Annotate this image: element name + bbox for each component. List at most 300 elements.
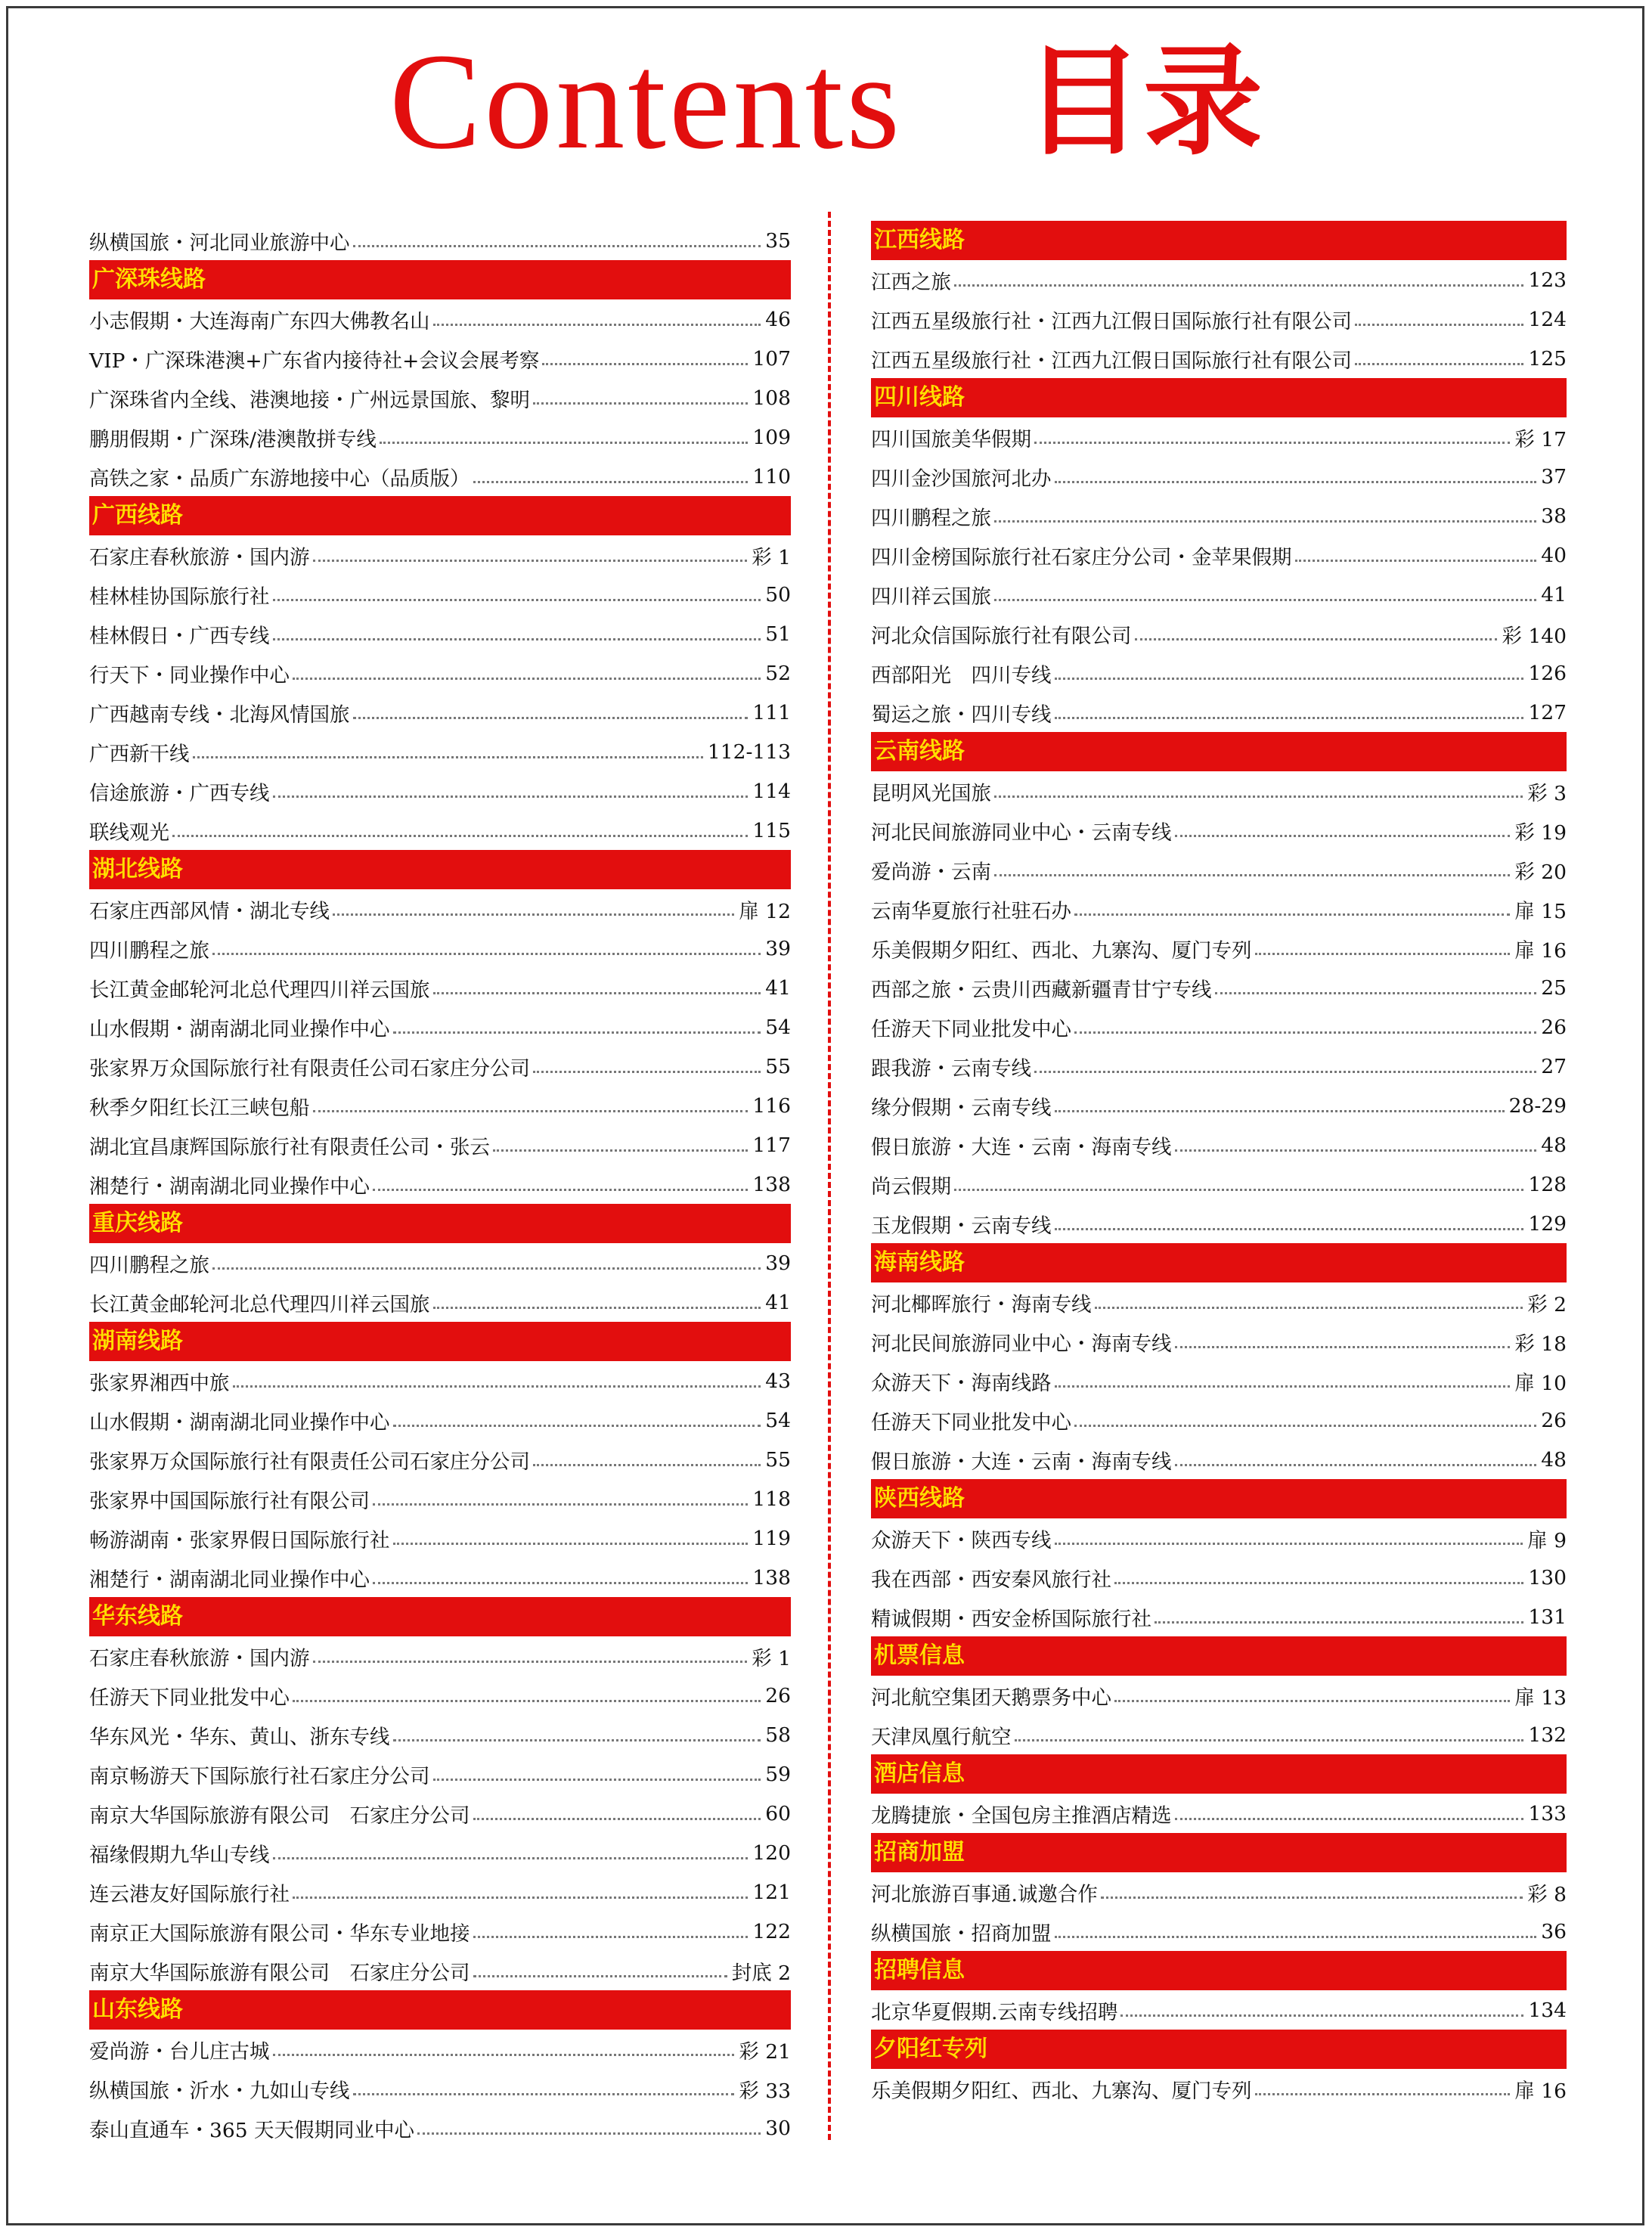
dot-leader [994,520,1536,523]
dot-leader [433,1307,761,1309]
entry-page: 130 [1528,1565,1567,1589]
entry-title: 河北众信国际旅行社有限公司 [871,624,1132,648]
dot-leader [1255,2093,1511,2095]
entry-page: 59 [765,1762,791,1786]
entry-title: 桂林假日・广西专线 [89,624,270,648]
toc-entry[interactable] [89,417,791,457]
toc-entry[interactable] [871,929,1567,968]
toc-entry[interactable] [871,1912,1567,1951]
toc-entry[interactable] [89,221,791,260]
section-title: 湖北线路 [92,856,183,882]
toc-left-column [89,221,791,2148]
dot-leader [353,2093,735,2095]
entry-page: 115 [752,818,791,842]
entry-page: 彩 140 [1502,624,1567,648]
toc-entry[interactable] [89,1282,791,1322]
dot-leader [1135,638,1498,640]
toc-entry[interactable] [871,653,1567,693]
dot-leader [353,245,761,247]
entry-title: 云南华夏旅行社驻石办 [871,899,1071,923]
entry-page: 55 [765,1447,791,1472]
dot-leader [193,756,703,758]
toc-entry[interactable] [89,1636,791,1676]
dot-leader [1055,1385,1511,1388]
toc-entry[interactable] [89,378,791,417]
dot-leader [212,1267,761,1270]
entry-title: 任游天下同业批发中心 [89,1686,290,1710]
entry-title: 爱尚游・台儿庄古城 [89,2039,270,2064]
dot-leader [954,284,1523,287]
entry-page: 彩 3 [1527,781,1567,805]
toc-entry[interactable] [89,1676,791,1715]
section-title: 招商加盟 [874,1839,965,1865]
title-chinese: 目录 [1024,33,1263,172]
entry-title: 西部阳光 四川专线 [871,663,1052,687]
dot-leader [1055,717,1524,719]
entry-title: 桂林桂协国际旅行社 [89,585,270,609]
toc-entry[interactable] [89,1794,791,1833]
entry-title: 湘楚行・湖南湖北同业操作中心 [89,1568,370,1592]
toc-entry[interactable] [871,1204,1567,1243]
entry-page: 彩 21 [739,2039,791,2064]
dot-leader [273,2054,735,2056]
toc-entry[interactable] [89,811,791,850]
dot-leader [542,363,748,365]
entry-page: 121 [752,1880,791,1904]
dot-leader [273,638,761,640]
section-title: 酒店信息 [874,1760,965,1787]
toc-entry[interactable] [89,1047,791,1086]
entry-page: 132 [1528,1723,1567,1747]
toc-entry[interactable] [871,1597,1567,1636]
entry-page: 39 [765,1251,791,1275]
entry-title: 任游天下同业批发中心 [871,1017,1071,1041]
section-header [871,1833,1567,1872]
entry-title: 昆明风光国旅 [871,781,991,805]
entry-title: 山水假期・湖南湖北同业操作中心 [89,1017,390,1041]
entry-title: 江西五星级旅行社・江西九江假日国际旅行社有限公司 [871,309,1352,333]
entry-page: 36 [1541,1919,1567,1943]
entry-title: 秋季夕阳红长江三峡包船 [89,1096,310,1120]
dot-leader [373,1189,748,1191]
dot-leader [1055,1110,1505,1112]
entry-title: 纵横国旅・沂水・九如山专线 [89,2079,350,2103]
dot-leader [293,678,761,680]
entry-title: 信途旅游・广西专线 [89,781,270,805]
toc-entry[interactable] [89,1125,791,1165]
entry-page: 扉 9 [1527,1528,1567,1552]
toc-entry[interactable] [89,2069,791,2108]
toc-entry[interactable] [89,2108,791,2148]
toc-entry[interactable] [871,1047,1567,1086]
entry-title: 蜀运之旅・四川专线 [871,702,1052,727]
section-title: 重庆线路 [92,1210,183,1236]
entry-title: 乐美假期夕阳红、西北、九寨沟、厦门专列 [871,2079,1252,2103]
section-header [871,221,1567,260]
entry-page: 扉 10 [1514,1371,1567,1395]
entry-title: 长江黄金邮轮河北总代理四川祥云国旅 [89,1292,430,1317]
entry-title: 广深珠省内全线、港澳地接・广州远景国旅、黎明 [89,388,530,412]
toc-entry[interactable] [871,2069,1567,2108]
entry-page: 48 [1541,1447,1567,1472]
toc-entry[interactable] [89,929,791,968]
dot-leader [1074,1031,1536,1034]
dot-leader [1155,1621,1523,1624]
entry-page: 120 [752,1841,791,1865]
entry-title: 龙腾捷旅・全国包房主推酒店精选 [871,1803,1172,1828]
section-header [89,1204,791,1243]
section-title: 海南线路 [874,1249,965,1276]
entry-title: 四川鹏程之旅 [89,938,209,963]
dot-leader [1055,1543,1523,1545]
entry-title: 西部之旅・云贵川西藏新疆青甘宁专线 [871,978,1212,1002]
entry-page: 彩 2 [1527,1292,1567,1317]
dot-leader [233,1385,761,1388]
dot-leader [473,1975,727,1977]
dot-leader [433,1779,761,1781]
section-title: 广深珠线路 [92,266,206,293]
entry-page: 134 [1528,1998,1567,2022]
dot-leader [433,992,761,994]
toc-entry[interactable] [89,1086,791,1125]
entry-title: 南京大华国际旅游有限公司 石家庄分公司 [89,1961,470,1985]
section-header [89,496,791,535]
entry-page: 51 [765,622,791,646]
dot-leader [1055,1228,1524,1230]
entry-page: 彩 17 [1514,427,1567,451]
entry-page: 封底 2 [731,1961,791,1985]
entry-title: 长江黄金邮轮河北总代理四川祥云国旅 [89,978,430,1002]
dot-leader [380,442,748,444]
toc-entry[interactable] [89,2030,791,2069]
toc-entry[interactable] [89,1479,791,1518]
dot-leader [1034,1071,1536,1073]
toc-entry[interactable] [89,1007,791,1047]
dot-leader [353,717,749,719]
dot-leader [1015,1739,1524,1741]
entry-page: 54 [765,1015,791,1039]
entry-page: 119 [752,1526,791,1550]
toc-entry[interactable] [89,968,791,1007]
toc-entry[interactable] [89,1558,791,1597]
toc-entry[interactable] [89,299,791,339]
entry-page: 扉 15 [1514,899,1567,923]
entry-title: 山水假期・湖南湖北同业操作中心 [89,1410,390,1434]
entry-page: 50 [765,582,791,606]
entry-title: 四川祥云国旅 [871,585,991,609]
section-title: 山东线路 [92,1996,183,2023]
dot-leader [393,1031,761,1034]
toc-entry[interactable] [871,1125,1567,1165]
entry-page: 118 [752,1487,791,1511]
entry-title: 四川金榜国际旅行社石家庄分公司・金苹果假期 [871,545,1292,569]
section-title: 招聘信息 [874,1957,965,1983]
toc-entry[interactable] [89,732,791,771]
entry-title: 鹏朋假期・广深珠/港澳散拼专线 [89,427,377,451]
entry-title: 河北旅游百事通.诚邀合作 [871,1882,1098,1906]
entry-title: 石家庄春秋旅游・国内游 [89,545,310,569]
entry-page: 30 [765,2116,791,2140]
toc-entry[interactable] [871,1872,1567,1912]
toc-entry[interactable] [871,1518,1567,1558]
section-header [871,1754,1567,1794]
entry-title: 北京华夏假期.云南专线招聘 [871,2000,1118,2024]
toc-entry[interactable] [871,1794,1567,1833]
entry-page: 彩 8 [1527,1882,1567,1906]
entry-title: 湘楚行・湖南湖北同业操作中心 [89,1174,370,1199]
entry-title: 福缘假期九华山专线 [89,1843,270,1867]
entry-title: 尚云假期 [871,1174,951,1199]
section-header [871,2030,1567,2069]
section-title: 夕阳红专列 [874,2036,987,2062]
dot-leader [1175,835,1511,837]
dot-leader [1034,442,1510,444]
toc-entry[interactable] [89,1165,791,1204]
toc-entry[interactable] [871,339,1567,378]
entry-page: 41 [765,1290,791,1314]
toc-entry[interactable] [89,1361,791,1400]
toc-entry[interactable] [89,614,791,653]
column-divider [828,212,831,2140]
toc-entry[interactable] [871,1165,1567,1204]
dot-leader [533,1464,761,1466]
entry-title: 南京畅游天下国际旅行社石家庄分公司 [89,1764,430,1788]
dot-leader [293,1700,761,1702]
section-header [871,378,1567,417]
toc-entry[interactable] [871,575,1567,614]
toc-entry[interactable] [89,339,791,378]
entry-title: 爱尚游・云南 [871,860,991,884]
toc-entry[interactable] [871,457,1567,496]
entry-title: 南京大华国际旅游有限公司 石家庄分公司 [89,1803,470,1828]
entry-page: 133 [1528,1801,1567,1825]
dot-leader [273,796,749,798]
entry-title: 广西越南专线・北海风情国旅 [89,702,350,727]
entry-page: 110 [752,464,791,488]
toc-entry[interactable] [871,850,1567,889]
entry-page: 41 [1541,582,1567,606]
dot-leader [393,1739,761,1741]
entry-title: 河北民间旅游同业中心・云南专线 [871,820,1172,845]
entry-title: 畅游湖南・张家界假日国际旅行社 [89,1528,390,1552]
dot-leader [533,402,748,405]
section-header [89,850,791,889]
entry-page: 60 [765,1801,791,1825]
toc-entry[interactable] [89,653,791,693]
toc-entry[interactable] [871,1400,1567,1440]
toc-entry[interactable] [871,614,1567,653]
toc-entry[interactable] [89,575,791,614]
entry-title: 四川鹏程之旅 [89,1253,209,1277]
toc-entry[interactable] [89,1951,791,1990]
dot-leader [1175,1464,1537,1466]
dot-leader [393,1543,749,1545]
entry-title: 石家庄西部风情・湖北专线 [89,899,330,923]
toc-entry[interactable] [89,1715,791,1754]
dot-leader [1055,481,1537,483]
entry-page: 彩 18 [1514,1332,1567,1356]
toc-entry[interactable] [89,693,791,732]
toc-entry[interactable] [871,1086,1567,1125]
toc-entry[interactable] [89,1243,791,1282]
toc-entry[interactable] [89,1872,791,1912]
entry-page: 126 [1528,661,1567,685]
entry-page: 48 [1541,1133,1567,1157]
section-title: 华东线路 [92,1603,183,1630]
toc-entry[interactable] [871,417,1567,457]
toc-entry[interactable] [871,1715,1567,1754]
section-title: 江西线路 [874,227,965,253]
entry-page: 127 [1528,700,1567,724]
dot-leader [1055,678,1524,680]
toc-entry[interactable] [871,496,1567,535]
entry-page: 35 [765,228,791,253]
toc-entry[interactable] [89,1754,791,1794]
entry-title: 张家界中国国际旅行社有限公司 [89,1489,370,1513]
entry-title: 四川国旅美华假期 [871,427,1031,451]
entry-page: 41 [765,975,791,1000]
entry-title: 连云港友好国际旅行社 [89,1882,290,1906]
section-title: 湖南线路 [92,1328,183,1354]
title-english: Contents [389,26,903,178]
entry-title: 湖北宜昌康辉国际旅行社有限责任公司・张云 [89,1135,490,1159]
toc-entry[interactable] [871,1282,1567,1322]
dot-leader [433,324,761,326]
entry-page: 25 [1541,975,1567,1000]
entry-page: 彩 33 [739,2079,791,2103]
entry-page: 43 [765,1369,791,1393]
toc-entry[interactable] [89,1440,791,1479]
entry-title: 华东风光・华东、黄山、浙东专线 [89,1725,390,1749]
dot-leader [1175,1818,1524,1820]
entry-page: 107 [752,346,791,371]
section-title: 广西线路 [92,502,183,529]
entry-title: 行天下・同业操作中心 [89,663,290,687]
dot-leader [1120,2014,1523,2017]
entry-title: 江西五星级旅行社・江西九江假日国际旅行社有限公司 [871,349,1352,373]
toc-entry[interactable] [871,260,1567,299]
toc-entry[interactable] [871,1990,1567,2030]
entry-title: VIP・广深珠港澳+广东省内接待社+会议会展考察 [89,349,540,373]
entry-page: 彩 19 [1514,820,1567,845]
toc-entry[interactable] [871,1361,1567,1400]
toc-entry[interactable] [89,889,791,929]
entry-page: 27 [1541,1054,1567,1078]
toc-entry[interactable] [89,457,791,496]
section-header [871,732,1567,771]
entry-title: 江西之旅 [871,270,951,294]
entry-title: 泰山直通车・365 天天假期同业中心 [89,2118,415,2142]
section-header [89,1322,791,1361]
entry-title: 众游天下・海南线路 [871,1371,1052,1395]
toc-entry[interactable] [871,693,1567,732]
entry-title: 联线观光 [89,820,169,845]
entry-title: 我在西部・西安秦风旅行社 [871,1568,1111,1592]
entry-page: 彩 1 [752,545,791,569]
entry-page: 117 [752,1133,791,1157]
entry-title: 乐美假期夕阳红、西北、九寨沟、厦门专列 [871,938,1252,963]
toc-entry[interactable] [871,771,1567,811]
toc-entry[interactable] [89,1400,791,1440]
toc-entry[interactable] [871,1007,1567,1047]
section-title: 机票信息 [874,1642,965,1669]
entry-title: 四川金沙国旅河北办 [871,467,1052,491]
dot-leader [1175,1149,1537,1152]
toc-entry[interactable] [871,1558,1567,1597]
entry-page: 125 [1528,346,1567,371]
dot-leader [373,1582,748,1584]
toc-entry[interactable] [871,535,1567,575]
toc-entry[interactable] [89,771,791,811]
section-title: 云南线路 [874,738,965,764]
section-title: 四川线路 [874,384,965,411]
dot-leader [493,1149,748,1152]
entry-page: 26 [765,1683,791,1707]
page-title [0,26,1652,178]
section-header [871,1951,1567,1990]
toc-entry[interactable] [871,811,1567,850]
entry-title: 众游天下・陕西专线 [871,1528,1052,1552]
toc-entry[interactable] [871,299,1567,339]
toc-entry[interactable] [89,1912,791,1951]
entry-page: 54 [765,1408,791,1432]
entry-page: 28-29 [1508,1093,1567,1118]
entry-title: 假日旅游・大连・云南・海南专线 [871,1135,1172,1159]
dot-leader [273,599,761,601]
dot-leader [212,953,761,955]
toc-entry[interactable] [871,968,1567,1007]
entry-title: 小志假期・大连海南广东四大佛教名山 [89,309,430,333]
dot-leader [393,1425,761,1427]
toc-entry[interactable] [871,1322,1567,1361]
toc-entry[interactable] [871,889,1567,929]
dot-leader [1114,1700,1510,1702]
entry-page: 108 [752,386,791,410]
entry-title: 张家界湘西中旅 [89,1371,230,1395]
entry-page: 116 [752,1093,791,1118]
dot-leader [172,835,748,837]
toc-right-column [871,221,1567,2108]
dot-leader [473,1936,749,1938]
entry-title: 河北航空集团天鹅票务中心 [871,1686,1111,1710]
dot-leader [417,2132,761,2135]
entry-title: 南京正大国际旅游有限公司・华东专业地接 [89,1921,470,1946]
toc-entry[interactable] [871,1676,1567,1715]
toc-entry[interactable] [89,1833,791,1872]
dot-leader [313,560,748,562]
entry-title: 河北椰晖旅行・海南专线 [871,1292,1092,1317]
entry-page: 55 [765,1054,791,1078]
entry-title: 精诚假期・西安金桥国际旅行社 [871,1607,1151,1631]
toc-entry[interactable] [871,1440,1567,1479]
entry-page: 114 [752,779,791,803]
entry-title: 纵横国旅・招商加盟 [871,1921,1052,1946]
entry-title: 张家界万众国际旅行社有限责任公司石家庄分公司 [89,1056,530,1081]
toc-entry[interactable] [89,535,791,575]
dot-leader [994,874,1510,876]
toc-entry[interactable] [89,1518,791,1558]
entry-page: 扉 16 [1514,2079,1567,2103]
dot-leader [333,913,734,916]
dot-leader [1175,1346,1511,1348]
entry-page: 112-113 [707,740,791,764]
entry-title: 假日旅游・大连・云南・海南专线 [871,1450,1172,1474]
entry-page: 37 [1541,464,1567,488]
entry-page: 123 [1528,268,1567,292]
dot-leader [954,1189,1523,1191]
dot-leader [994,796,1523,798]
dot-leader [313,1110,749,1112]
